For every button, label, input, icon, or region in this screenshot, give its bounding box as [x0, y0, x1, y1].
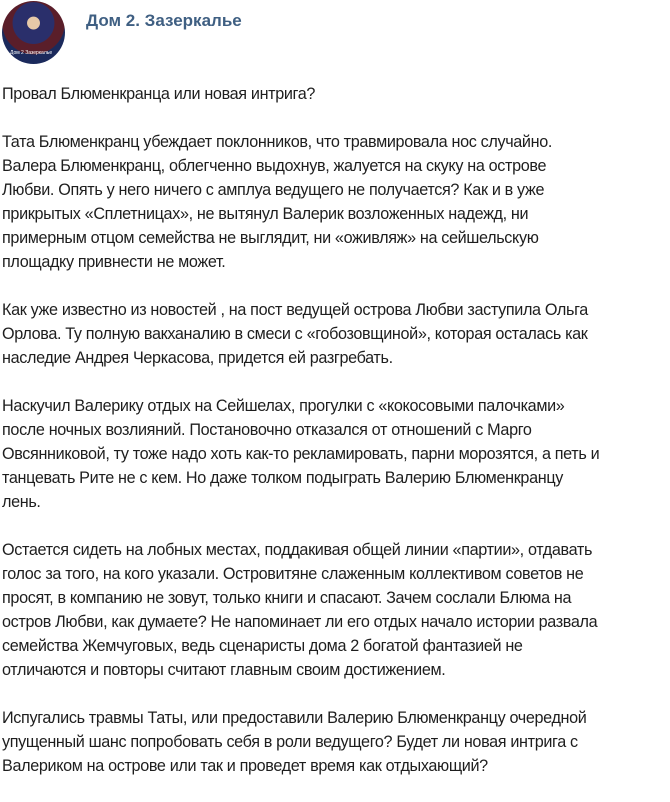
group-avatar[interactable] [2, 1, 65, 64]
text-line: Валериком на острове или так и проведет время как отдыхающий? [2, 757, 488, 775]
text-line: Как уже известно из новостей , на пост ведущей острова Любви заступила Ольга [2, 301, 588, 319]
text-line: Провал Блюменкранца или новая интрига? [2, 85, 316, 103]
text-line: Испугались травмы Таты, или предоставили Валерию Блюменкранцу очередной [2, 709, 587, 727]
text-line: Овсянниковой, ту тоже надо хоть как-то рекламировать, парни морозятся, а петь и [2, 445, 600, 463]
post-paragraph [2, 706, 668, 778]
text-line: Орлова. Ту полную вакханалию в смеси с «гобозовщиной», которая осталась как [2, 325, 588, 343]
post-header [0, 0, 670, 70]
group-name-link[interactable]: Дом 2. Зазеркалье [86, 11, 242, 30]
text-line: наследие Андрея Черкасова, придется ей разгребать. [2, 349, 393, 367]
text-line: прикрытых «Сплетницах», не вытянул Валерик возложенных надежд, ни [2, 205, 529, 223]
post-paragraph [2, 538, 668, 682]
text-line: Любви. Опять у него ничего с амплуа ведущего не получается? Как и в уже [2, 181, 545, 199]
text-line: лень. [2, 493, 41, 511]
text-line: просят, в компанию не зовут, только книги и спасают. Зачем сослали Блюма на [2, 589, 572, 607]
text-line: Валера Блюменкранц, облегченно выдохнув, жалуется на скуку на острове [2, 157, 547, 175]
post-text [2, 82, 668, 802]
text-line: площадку привнести не может. [2, 253, 226, 271]
post-headline [2, 82, 668, 106]
text-line: упущенный шанс попробовать себя в роли ведущего? Будет ли новая интрига с [2, 733, 578, 751]
post-paragraph [2, 298, 668, 370]
text-line: остров Любви, как думаете? Не напоминает ли его отдых начало истории развала [2, 613, 598, 631]
text-line: отличаются и повторы считают главным своим достижением. [2, 661, 446, 679]
text-line: Тата Блюменкранц убеждает поклонников, что травмировала нос случайно. [2, 133, 553, 151]
post-paragraph [2, 394, 668, 514]
text-line: примерным отцом семейства не выглядит, ни «оживляж» на сейшельскую [2, 229, 539, 247]
text-line: Наскучил Валерику отдых на Сейшелах, прогулки с «кокосовыми палочками» [2, 397, 565, 415]
text-line: Остается сидеть на лобных местах, поддакивая общей линии «партии», отдавать [2, 541, 593, 559]
text-line: танцевать Рите не с кем. Но даже толком подыграть Валерию Блюменкранцу [2, 469, 563, 487]
text-line: после ночных возлияний. Постановочно отказался от отношений с Марго [2, 421, 532, 439]
avatar-caption: Дом 2 Зазеркалье [10, 50, 53, 56]
text-line: семейства Жемчуговых, ведь сценаристы дома 2 богатой фантазией не [2, 637, 523, 655]
post-paragraph [2, 130, 668, 274]
text-line: голос за того, на кого указали. Островитяне слаженным коллективом советов не [2, 565, 584, 583]
